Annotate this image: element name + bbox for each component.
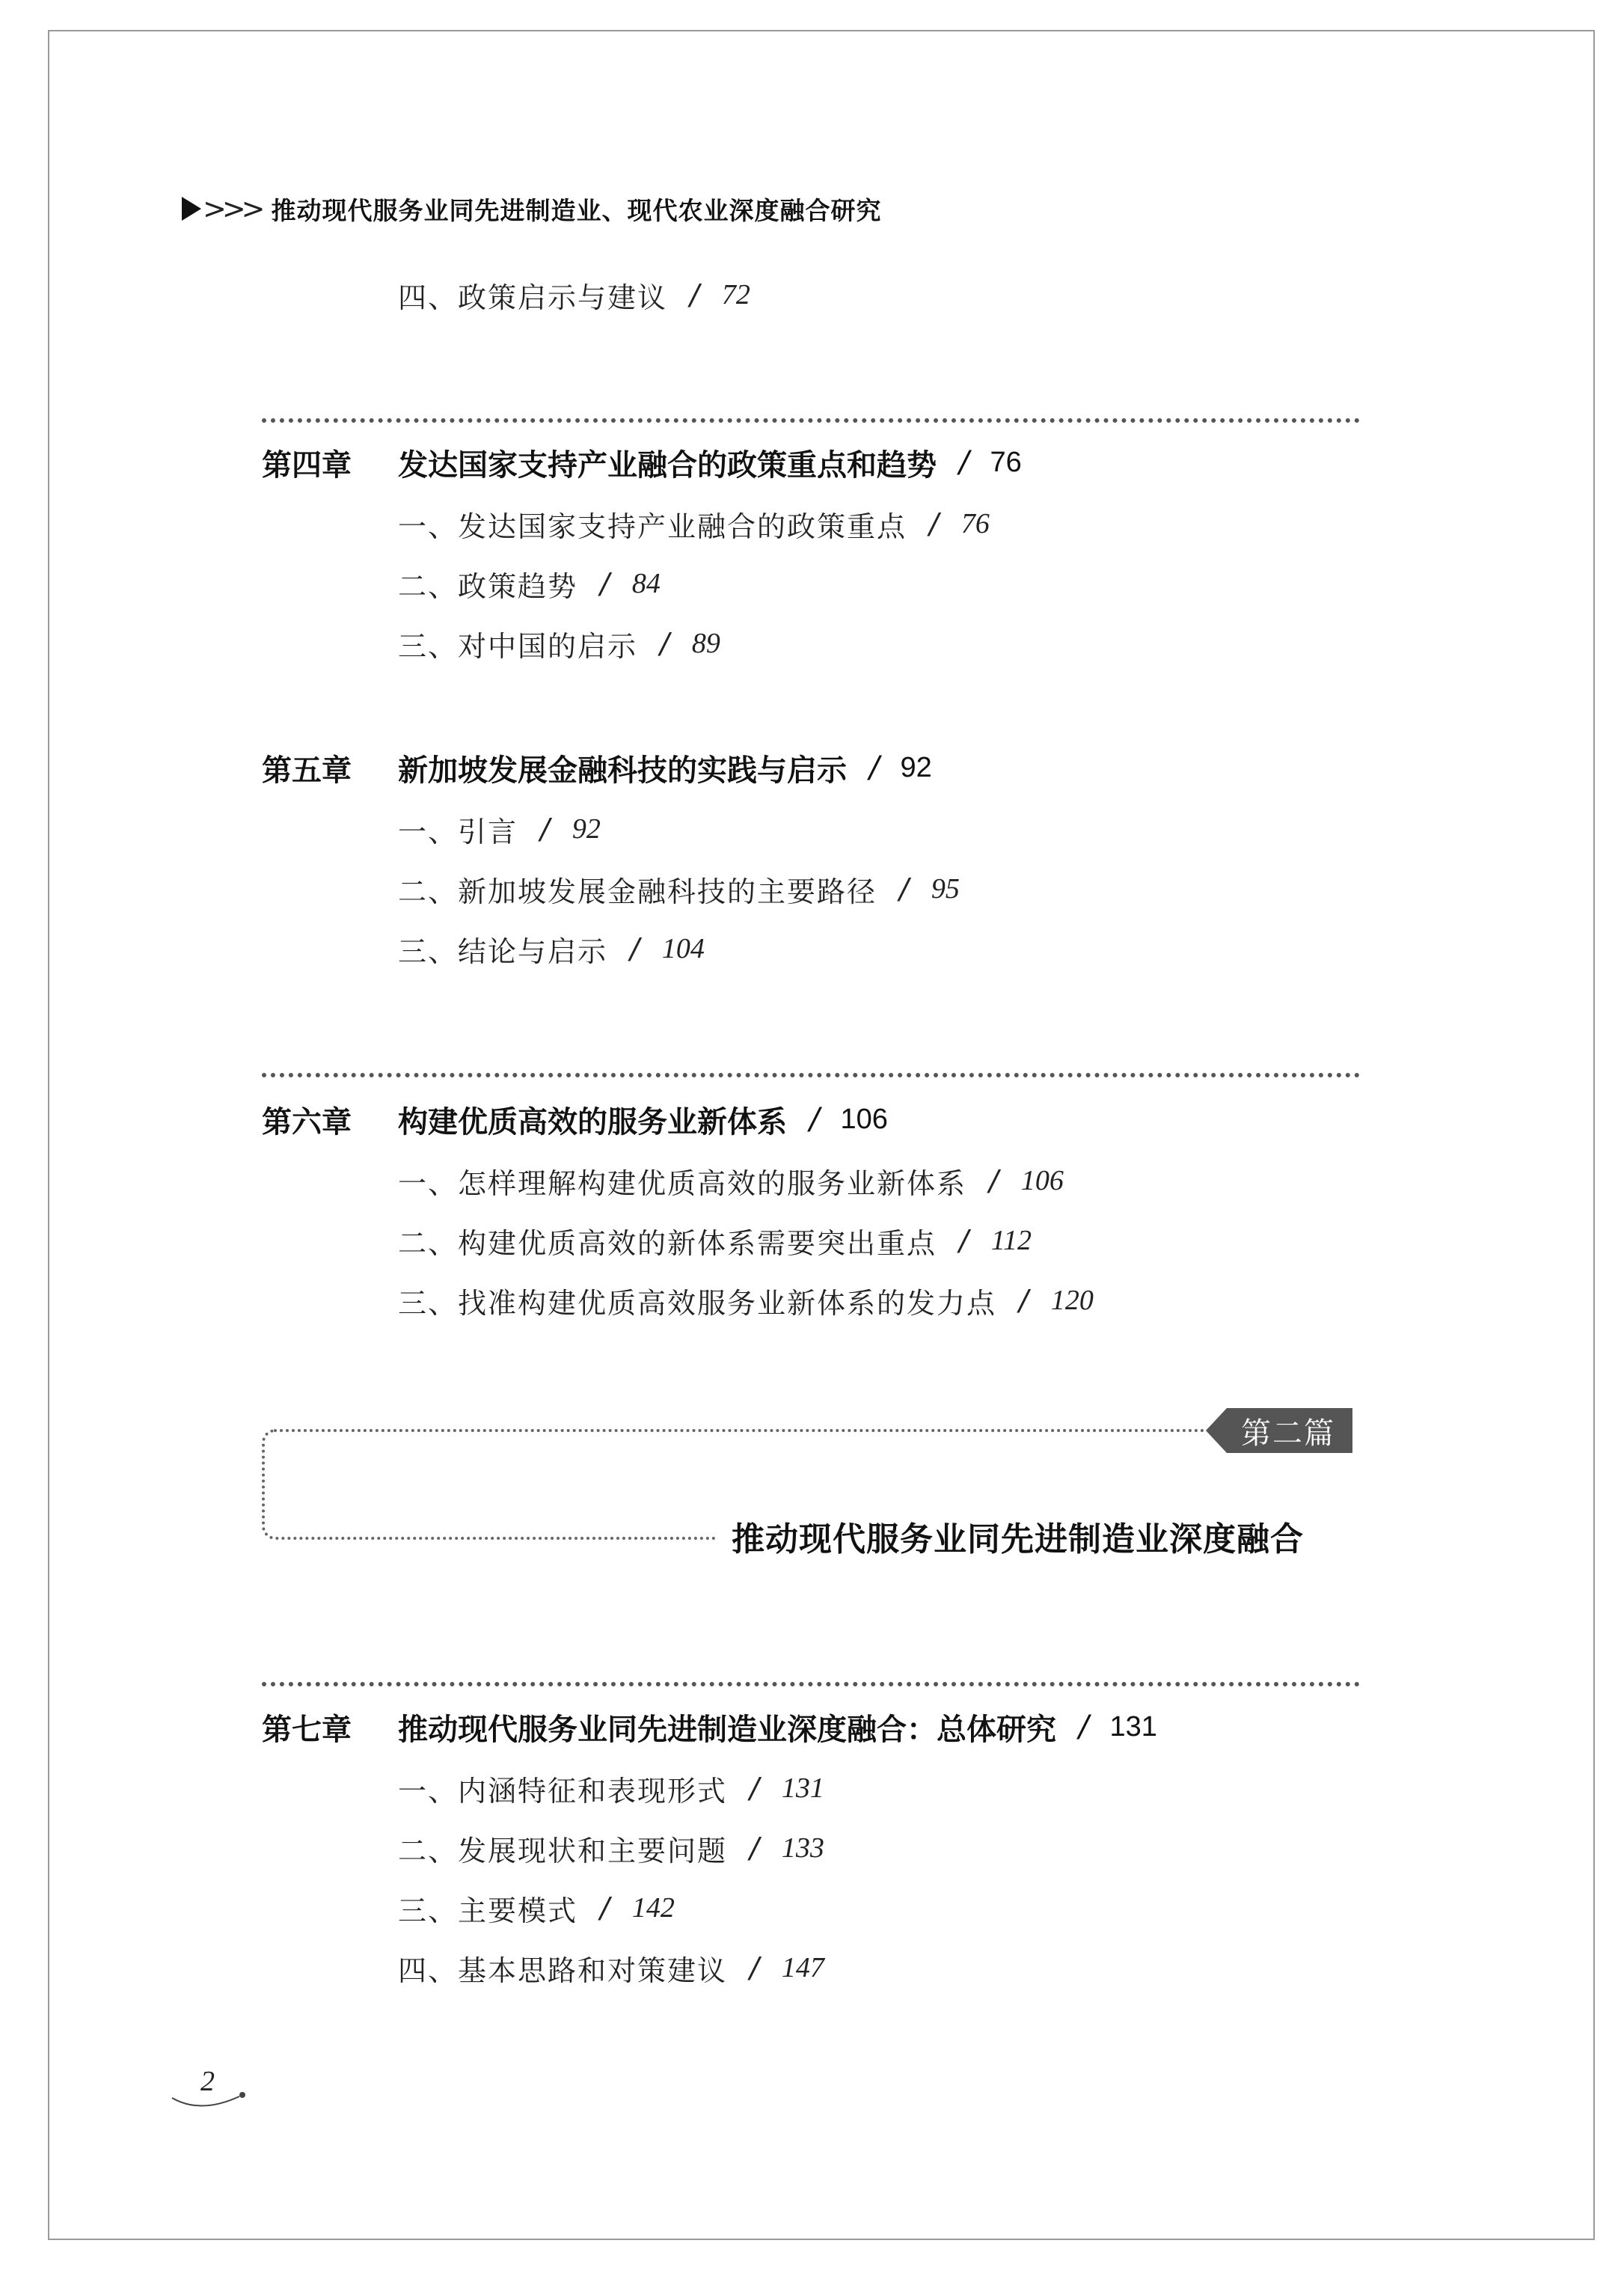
toc-chapter[interactable] bbox=[262, 441, 1022, 483]
chapter-number: 第五章 bbox=[262, 753, 352, 788]
page-number: 133 bbox=[781, 1832, 824, 1864]
toc-chapter[interactable] bbox=[262, 747, 932, 789]
separator: / bbox=[690, 278, 701, 311]
toc-section[interactable] bbox=[398, 1767, 824, 1809]
page-number: 142 bbox=[631, 1892, 675, 1924]
page-number: 104 bbox=[661, 933, 705, 964]
separator: / bbox=[869, 750, 880, 785]
separator: / bbox=[750, 1772, 761, 1805]
chapter-number: 第七章 bbox=[262, 1712, 352, 1747]
separator: / bbox=[660, 627, 671, 660]
page-number: 112 bbox=[990, 1225, 1032, 1256]
separator: / bbox=[540, 813, 551, 845]
badge-arrow-icon bbox=[1206, 1408, 1227, 1453]
page-number: 72 bbox=[721, 279, 750, 310]
page-number: 76 bbox=[990, 446, 1022, 478]
chapter-title: 发达国家支持产业融合的政策重点和趋势 bbox=[398, 447, 937, 483]
toc-section[interactable] bbox=[398, 563, 661, 605]
page-number: 92 bbox=[572, 813, 601, 845]
running-header bbox=[182, 189, 882, 228]
section-label: 二、新加坡发展金融科技的主要路径 bbox=[398, 875, 877, 908]
part-badge bbox=[1206, 1408, 1352, 1453]
page-number: 95 bbox=[931, 873, 960, 905]
page-number: 84 bbox=[631, 568, 661, 599]
toc-section[interactable] bbox=[398, 274, 750, 316]
header-arrow-icon: >>> bbox=[182, 192, 261, 225]
separator: / bbox=[989, 1164, 1000, 1197]
dotted-divider bbox=[262, 418, 1360, 423]
separator: / bbox=[600, 567, 611, 600]
section-label: 一、怎样理解构建优质高效的服务业新体系 bbox=[398, 1166, 967, 1200]
separator: / bbox=[809, 1102, 820, 1136]
page-number: 76 bbox=[960, 508, 990, 539]
page-number: 106 bbox=[840, 1103, 888, 1135]
section-label: 二、政策趋势 bbox=[398, 569, 578, 603]
separator: / bbox=[929, 507, 940, 540]
toc-section[interactable] bbox=[398, 1827, 824, 1869]
separator: / bbox=[750, 1832, 761, 1864]
section-label: 二、发展现状和主要问题 bbox=[398, 1834, 728, 1867]
toc-section[interactable] bbox=[398, 1279, 1094, 1321]
chapter-title: 推动现代服务业同先进制造业深度融合：总体研究 bbox=[398, 1712, 1056, 1747]
toc-section[interactable] bbox=[398, 622, 720, 664]
page-number: 92 bbox=[900, 751, 932, 783]
page-number: 131 bbox=[1109, 1710, 1157, 1743]
toc-section[interactable] bbox=[398, 808, 601, 850]
book-title: 推动现代服务业同先进制造业、现代农业深度融合研究 bbox=[271, 195, 882, 225]
section-label: 四、基本思路和对策建议 bbox=[398, 1954, 728, 1987]
chapter-number: 第六章 bbox=[262, 1104, 352, 1139]
section-label: 三、找准构建优质高效服务业新体系的发力点 bbox=[398, 1286, 997, 1320]
section-label: 一、内涵特征和表现形式 bbox=[398, 1774, 728, 1808]
chapter-title: 新加坡发展金融科技的实践与启示 bbox=[398, 753, 847, 788]
toc-section[interactable] bbox=[398, 868, 960, 910]
separator: / bbox=[1019, 1284, 1030, 1317]
toc-section[interactable] bbox=[398, 1887, 675, 1929]
section-label: 一、发达国家支持产业融合的政策重点 bbox=[398, 510, 907, 543]
page-number: 147 bbox=[781, 1952, 824, 1983]
separator: / bbox=[630, 932, 641, 965]
section-label: 三、主要模式 bbox=[398, 1894, 578, 1927]
part-title: 推动现代服务业同先进制造业深度融合 bbox=[724, 1513, 1304, 1559]
toc-section[interactable] bbox=[398, 1947, 824, 1989]
section-label: 二、构建优质高效的新体系需要突出重点 bbox=[398, 1226, 937, 1260]
toc-chapter[interactable] bbox=[262, 1098, 888, 1140]
folio bbox=[171, 2065, 253, 2117]
page-number: 106 bbox=[1020, 1165, 1064, 1196]
chapter-title: 构建优质高效的服务业新体系 bbox=[398, 1104, 787, 1139]
folio-swoosh-icon bbox=[171, 2087, 253, 2117]
toc-section[interactable] bbox=[398, 928, 705, 970]
separator: / bbox=[600, 1891, 611, 1924]
dotted-divider bbox=[262, 1682, 1360, 1686]
page-number: 120 bbox=[1050, 1285, 1094, 1316]
dotted-divider bbox=[262, 1073, 1360, 1077]
page-number: 89 bbox=[691, 628, 720, 659]
toc-section[interactable] bbox=[398, 503, 990, 545]
toc-section[interactable] bbox=[398, 1160, 1064, 1202]
chapter-number: 第四章 bbox=[262, 447, 352, 483]
separator: / bbox=[959, 445, 969, 480]
section-label: 一、引言 bbox=[398, 815, 518, 848]
page-number: 131 bbox=[781, 1772, 824, 1804]
section-label: 三、对中国的启示 bbox=[398, 629, 638, 663]
separator: / bbox=[959, 1224, 970, 1257]
separator: / bbox=[1079, 1710, 1089, 1744]
separator: / bbox=[899, 872, 910, 905]
section-label: 三、结论与启示 bbox=[398, 934, 608, 968]
part-badge-label: 第二篇 bbox=[1227, 1408, 1352, 1453]
toc-section[interactable] bbox=[398, 1220, 1032, 1261]
separator: / bbox=[750, 1951, 761, 1984]
section-label: 四、政策启示与建议 bbox=[398, 281, 668, 314]
folio-number: 2 bbox=[200, 2066, 215, 2097]
toc-chapter[interactable] bbox=[262, 1706, 1157, 1748]
